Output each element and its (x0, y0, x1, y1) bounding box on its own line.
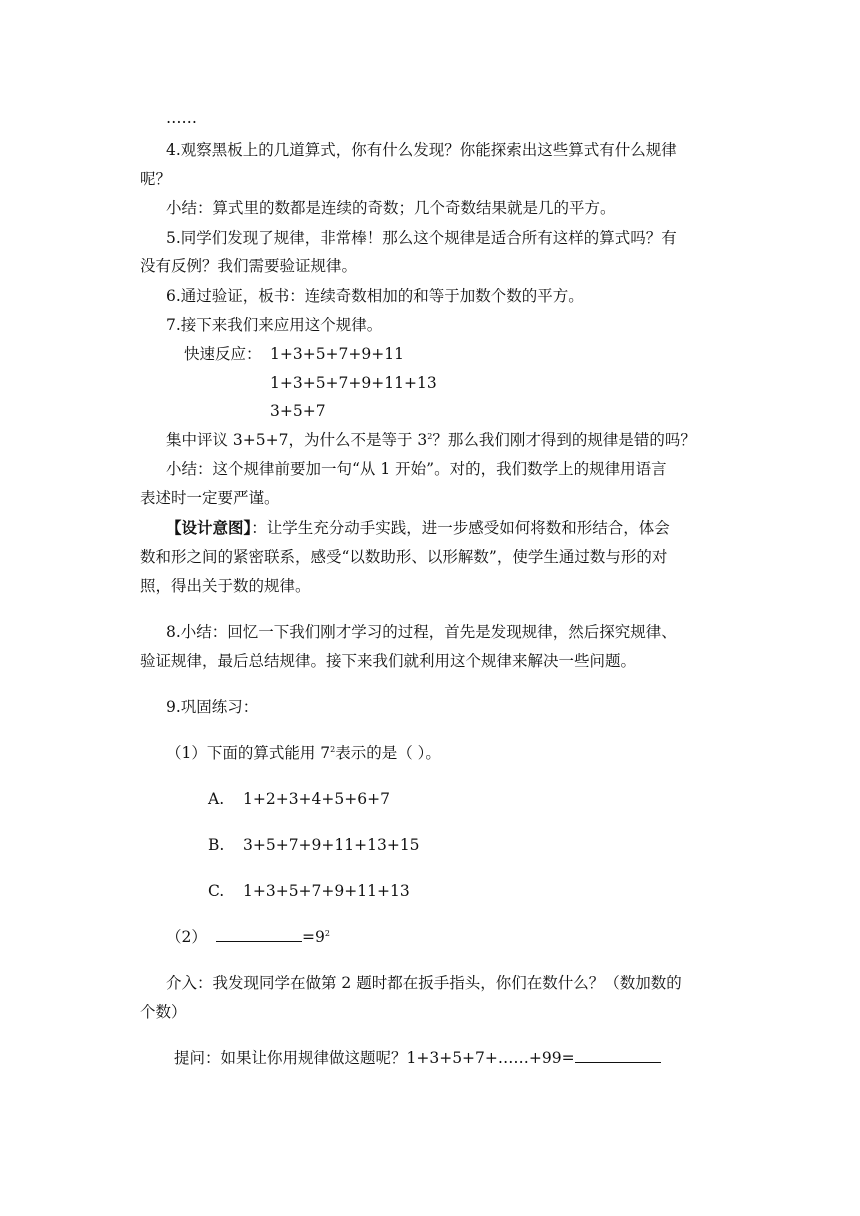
step-4-line-1: 4.观察黑板上的几道算式，你有什么发现？你能探索出这些算式有什么规律 (166, 141, 677, 159)
design-intent-line-3: 照，得出关于数的规律。 (140, 577, 311, 595)
problem-2-equation: =9 (302, 928, 325, 946)
quick-expr-2: 1+3+5+7+9+11+13 (270, 374, 437, 392)
design-intent-line-2: 数和形之间的紧密联系，感受“以数助形、以形解数”，使学生通过数与形的对 (140, 548, 668, 566)
step-5-line-2: 没有反例？我们需要验证规律。 (140, 257, 358, 275)
option-a-label: A. (208, 790, 225, 808)
option-b (208, 835, 420, 855)
problem-1-text-end: 表示的是（ ）。 (335, 744, 441, 762)
summary-2-line-1: 小结：这个规律前要加一句“从 1 开始”。对的，我们数学上的规律用语言 (166, 460, 667, 478)
quick-expr-3: 3+5+7 (270, 402, 326, 420)
intervention-line-2: 个数） (140, 1003, 187, 1021)
ellipsis-line: …… (166, 109, 197, 127)
option-b-label: B. (208, 836, 225, 854)
summary-2-line-2: 表述时一定要严谨。 (140, 489, 280, 507)
evaluation-line (166, 430, 696, 450)
design-intent-text: ：让学生充分动手实践，进一步感受如何将数和形结合，体会 (251, 519, 670, 537)
option-a-expr: 1+2+3+4+5+6+7 (243, 790, 390, 808)
evaluation-exponent: 2 (427, 432, 433, 441)
step-4-line-2: 呢？ (140, 170, 172, 188)
design-intent-label: 【设计意图】 (166, 518, 252, 537)
problem-2-exponent: 2 (324, 929, 330, 938)
question-line (174, 1048, 661, 1068)
problem-1 (166, 743, 441, 763)
option-b-expr: 3+5+7+9+11+13+15 (243, 836, 420, 854)
question-text: 提问：如果让你用规律做这题呢？1+3+5+7+……+99= (174, 1049, 575, 1067)
step-6: 6.通过验证，板书：连续奇数相加的和等于加数个数的平方。 (166, 287, 584, 305)
option-c-label: C. (208, 882, 225, 900)
evaluation-text-end: ？那么我们刚才得到的规律是错的吗？ (432, 431, 696, 449)
quick-response-label: 快速反应： (184, 345, 262, 363)
step-7: 7.接下来我们来应用这个规律。 (166, 316, 383, 334)
summary-1: 小结：算式里的数都是连续的奇数；几个奇数结果就是几的平方。 (166, 199, 616, 217)
problem-2-label: （2） (166, 928, 207, 946)
option-c-expr: 1+3+5+7+9+11+13 (243, 882, 410, 900)
question-blank (575, 1048, 661, 1063)
step-8-line-2: 验证规律，最后总结规律。接下来我们就利用这个规律来解决一些问题。 (140, 652, 637, 670)
problem-2-blank (216, 927, 302, 942)
option-a (208, 789, 390, 809)
step-5-line-1: 5.同学们发现了规律，非常棒！那么这个规律是适合所有这样的算式吗？有 (166, 229, 677, 247)
problem-1-text: （1）下面的算式能用 7 (166, 744, 331, 762)
problem-2 (166, 927, 330, 947)
intervention-line-1: 介入：我发现同学在做第 2 题时都在扳手指头，你们在数什么？（数加数的 (166, 974, 682, 992)
design-intent-line-1 (166, 518, 670, 538)
evaluation-text: 集中评议 3+5+7，为什么不是等于 3 (166, 431, 428, 449)
quick-expr-1: 1+3+5+7+9+11 (270, 345, 404, 363)
step-9: 9.巩固练习： (166, 698, 259, 716)
problem-1-exponent: 2 (330, 745, 336, 754)
step-8-line-1: 8.小结：回忆一下我们刚才学习的过程，首先是发现规律，然后探究规律、 (166, 623, 677, 641)
option-c (208, 881, 410, 901)
